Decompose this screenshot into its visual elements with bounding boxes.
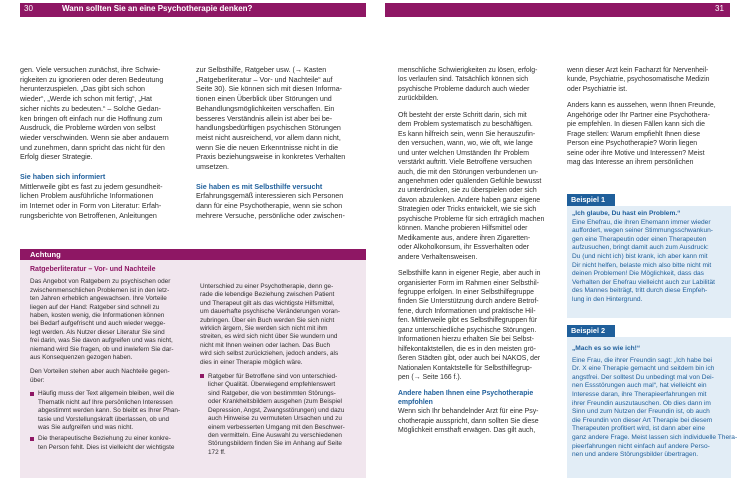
text-line: Behandlungsmöglichkeiten verschaffen. Ein — [196, 104, 335, 113]
text-line: verstärkt auftritt. Viele Betroffene versuchen — [398, 159, 532, 167]
text-line: über: — [30, 376, 45, 384]
beispiel-2-quote: „Mach es so wie ich!“ — [572, 345, 641, 352]
bullet-marker — [30, 392, 34, 396]
text-line: auch, die mit den Störungen verbundenen un- — [398, 168, 539, 176]
column-4 — [567, 66, 732, 168]
section-heading: Sie haben es mit Selbsthilfe versucht — [196, 182, 323, 191]
text-line: dann für eine Psychotherapie, wenn sie schon — [196, 202, 343, 211]
text-line: finden Sie Unterstützung durch andere Betrof- — [398, 298, 539, 306]
text-line: pieerfahrungen nicht einfach auf andere Perso- — [572, 442, 710, 450]
header-bar-right — [385, 3, 730, 17]
text-line: bei Bedarf aufgefrischt und auch wieder wegge- — [30, 320, 166, 328]
beispiel-2-label: Beispiel 2 — [567, 325, 615, 337]
text-line: rade die lebendige Beziehung zwischen Patient — [200, 291, 335, 299]
text-line: licher Qualität. Überwiegend empfehlenswert — [208, 381, 336, 389]
text-line: zwischenmenschlichen Problemen ist in den letz- — [30, 286, 170, 294]
text-line: deinen Problemen! Die Möglichkeit, dass das — [572, 270, 704, 278]
text-line: hilfekontaktstellen, die es in den meisten grö- — [398, 345, 536, 353]
text-line: des Mannes beiträgt, tritt durch diese Empfeh- — [572, 287, 708, 295]
text-line: wird sich selbst zurückziehen, jedoch anders, als — [200, 350, 339, 358]
text-line: Wenn sich Ihr behandelnder Arzt für eine Psy- — [398, 408, 539, 416]
text-line: wieder“, „Werde ich schon mit fertig“, „Hat — [20, 95, 153, 104]
text-line: lichen Problem ausführliche Informationen — [20, 192, 154, 201]
text-line: nicht mit Ihnen weinen oder lachen. Das Buch — [200, 341, 331, 349]
text-line: Medikamente aus, andere ihren Zigaretten- — [398, 234, 531, 242]
text-line: können. Manche probieren Hilfsmittel oder — [398, 225, 528, 233]
text-line: ganz andere Frage. Meist lassen sich individuelle Thera- — [572, 433, 738, 441]
text-line: abgestimmt werden kann. So bleibt es Ihrer Phan- — [38, 407, 181, 415]
text-line: was Sie aufgreifen und was nicht. — [38, 423, 134, 431]
text-line: zur Selbsthilfe, Ratgeber usw. (→ Kasten — [196, 66, 327, 74]
achtung-right-column — [200, 283, 362, 457]
text-line: einem verbesserten Umgang mit den Beschwer- — [208, 423, 345, 431]
achtung-label: Achtung — [30, 250, 61, 259]
text-line: und zunehmen, dann spricht das nicht für den — [20, 143, 165, 152]
text-line: besseres Verständnis allein ist aber bei be- — [196, 114, 333, 123]
text-line: ken bringen oft einfach nur die Hoffnung zum — [20, 114, 163, 123]
bullet-marker — [30, 437, 34, 441]
text-line: haben, kosten wenig, die Informationen können — [30, 312, 165, 320]
text-line: rigkeiten zu ignorieren oder deren Bedeutung — [20, 75, 164, 84]
text-line: Seite 30). Sie können sich mit diesen Informa- — [196, 85, 343, 94]
text-line: Dr. X eine Therapie gemacht und seitdem bin ich — [572, 365, 715, 373]
text-line: Störungsbildern finden Sie im Anhang auf Seite — [208, 440, 342, 448]
beispiel-2-content — [572, 345, 738, 460]
text-line: zu unterdrücken, sie zu überspielen oder sich — [398, 187, 537, 195]
text-line: zurückbilden. — [398, 95, 439, 103]
text-line: Strategien oder Tricks entwickelt, wie sie sich — [398, 206, 537, 214]
text-line: lung in den Hintergrund. — [572, 295, 643, 303]
text-line: ganz unterschiedliche psychische Störungen. — [398, 326, 537, 334]
text-line: pie empfehlen. In diesen Fällen kann sich die — [567, 121, 705, 129]
text-line: meist nicht ausreichend, vor allem dann nicht, — [196, 133, 341, 142]
text-line: ten Person fehlt. Dies ist vielleicht der wichtigste — [38, 443, 175, 451]
text-line: Depression, Angst, Zwangsstörungen) und dazu — [208, 406, 345, 414]
text-line: gen. Viele versuchen zunächst, ihre Schwie- — [20, 66, 161, 74]
section-heading: Sie haben sich informiert — [20, 173, 106, 182]
bullet-item: Häufig muss der Text allgemein bleiben, weil die — [30, 390, 196, 398]
text-line: frei darin, was Sie davon aufgreifen und was nicht, — [30, 337, 173, 345]
text-line: sind Ratgeber, die von bestimmten Störungs- — [208, 389, 336, 397]
text-line: Selbsthilfe kann in eigener Regie, aber auch in — [398, 270, 541, 278]
text-line: nen Essstörungen auch mal“, hat vielleicht ein — [572, 382, 707, 390]
text-line: Oft besteht der erste Schritt darin, sich mit — [398, 111, 527, 119]
text-line: 172 ff. — [208, 448, 226, 456]
text-line: Anders kann es aussehen, wenn Ihnen Freunde, — [567, 102, 716, 110]
text-line: Das Angebot von Ratgebern zu psychischen oder — [30, 278, 171, 286]
left-page-number: 30 — [24, 4, 33, 13]
section-heading: Andere haben Ihnen eine Psychotherapie — [398, 389, 534, 397]
text-line: mag das Interesse an ihrem persönlichen — [567, 159, 694, 167]
text-line: ihrer Freundin auszutauschen. Ob dies dann im — [572, 399, 711, 407]
text-line: Thematik nicht auf Ihre persönlichen Interessen — [38, 398, 173, 406]
text-line: rungsberichte von Betroffenen, Anleitungen — [20, 211, 157, 220]
text-line: Person eine Psychotherapie? Worin liegen — [567, 140, 698, 148]
text-line: „Ratgeberliteratur – Vor- und Nachteile“ auf — [196, 75, 333, 84]
text-line: mehrere Versuche, persönliche oder zwischen- — [196, 211, 345, 220]
text-line: Frage stellen: Warum empfiehlt Ihnen diese — [567, 130, 701, 138]
text-line: Sinn und zum Nutzen der Freundin ist, ob auch — [572, 408, 710, 416]
text-line: legt werden. Als Nutzer dieser Literatur Sie sind — [30, 328, 165, 336]
column-3 — [398, 66, 558, 436]
text-line: psychische Probleme für sich erträglich machen — [398, 215, 545, 223]
text-line: Mittlerweile gibt es fast zu jedem gesundheit- — [20, 182, 163, 191]
text-line: handlungsbedürftigen psychischen Störungen — [196, 124, 341, 133]
text-line: herunterzuspielen. „Das gibt sich schon — [20, 85, 146, 94]
text-line: Den Vorteilen stehen aber auch Nachteile gegen- — [30, 368, 170, 376]
text-line: Dir nicht helfen, belaste mich also bitte nicht mit — [572, 261, 712, 269]
text-line: Praxis beziehungsweise in konkretes Verhalten — [196, 153, 346, 162]
text-line: fene, durch Informationen und praktische Hil- — [398, 307, 536, 315]
text-line: den versuchen, wann, wo, wie oft, wie lange — [398, 140, 533, 148]
text-line: Nationalen Kontaktstelle für Selbsthilfegrup- — [398, 364, 533, 372]
text-line: seine oder ihre Motive und Interessen? Meist — [567, 149, 705, 157]
text-line: chotherapie ausspricht, dann sollten Sie diese — [398, 417, 539, 425]
text-line: psychische Probleme dadurch auch wieder — [398, 85, 530, 93]
text-line: die Freundin von dieser Art Therapie bei diesem — [572, 416, 713, 424]
text-line: ßeren Städten gibt, oder auch bei NAKOS, der — [398, 355, 541, 363]
text-line: kunde, Psychiatrie, psychosomatische Medizin — [567, 76, 710, 84]
text-line: fegruppe erfolgen. In einer Selbsthilfegruppe — [398, 288, 534, 296]
text-line: Ausdruck, die Probleme würden von selbst — [20, 124, 156, 133]
column-2 — [196, 66, 366, 222]
text-line: aufzusuchen, bringt damit auch zum Ausdruck: — [572, 244, 709, 252]
text-line: oder Krankheitsbildern ausgehen (zum Beispiel — [208, 398, 342, 406]
text-line: wenn dieser Arzt kein Facharzt für Nervenheil- — [567, 67, 709, 74]
text-line: ten Jahren erheblich angewachsen. Ihre Vorteile — [30, 295, 167, 303]
text-line: wirklich ärgern, Sie werden sich nicht mit ihm — [200, 325, 328, 333]
text-line: pen (→ Seite 166 f.). — [398, 374, 462, 382]
text-line: sicher nichts zu bedeuten.“ – Solche Gedan- — [20, 104, 161, 113]
text-line: aus Konsequenzen gezogen haben. — [30, 354, 133, 362]
text-line: zubringen. Über ein Buch werden Sie sich nicht — [200, 316, 335, 324]
text-line: Informationen hierzu erhalten Sie bei Selbst- — [398, 336, 534, 344]
text-line: Eine Frau, die ihrer Freundin sagt: „Ich habe bei — [572, 356, 713, 364]
text-line: auch Hinweise zu vermuteten Ursachen und zu — [208, 415, 342, 423]
text-line: den vermitteln. Eine Auswahl zu verschiedenen — [208, 431, 342, 439]
text-line: angenehmen oder quälenden Gefühle bewusst — [398, 177, 542, 185]
text-line: wenn Sie die neuen Erkenntnisse nicht in die — [196, 143, 339, 152]
text-line: organisierter Form im Rahmen einer Selbsthil- — [398, 279, 539, 287]
text-line: Unterschied zu einer Psychotherapie, denn ge- — [200, 283, 334, 290]
achtung-left-column — [30, 266, 196, 452]
section-heading: empfohlen — [398, 398, 433, 406]
text-line: nen und andere Störungsbilder übertragen. — [572, 451, 699, 459]
text-line: fen. Mittlerweile gibt es Selbsthilfegruppen für — [398, 317, 538, 325]
text-line: dies in einer Therapie möglich wäre. — [200, 358, 303, 366]
text-line: los verlaufen sind. Tatsächlich können sich — [398, 76, 529, 84]
text-line: Es kann hilfreich sein, wenn Sie herauszufin- — [398, 130, 536, 138]
running-title: Wann sollten Sie an eine Psychotherapie denken? — [62, 4, 253, 13]
text-line: um dauerhafte psychische Veränderungen voran- — [200, 308, 340, 316]
page-header — [0, 0, 750, 22]
text-line: menschliche Schwierigkeiten zu lösen, erfolg- — [398, 67, 538, 74]
achtung-title: Ratgeberliteratur – Vor- und Nachteile — [30, 266, 156, 273]
text-line: Du (und nicht ich) bist krank, ich aber kann mit — [572, 252, 708, 260]
bullet-item: Ratgeber für Betroffene sind von unterschied- — [200, 373, 362, 381]
text-line: Verhalten der Ehefrau vielleicht auch zur Labilität — [572, 278, 715, 286]
beispiel-1-quote: „Ich glaube, Du hast ein Problem.“ — [572, 210, 681, 217]
beispiel-1-content — [572, 210, 730, 305]
text-line: Angehörige oder Ihr Partner eine Psychothera- — [567, 111, 710, 119]
text-line: niemand wird Sie fragen, ob und inwiefern Sie dar- — [30, 345, 174, 353]
text-line: im Internet oder in Form von Literatur: Erfah- — [20, 202, 162, 211]
text-line: liegen auf der Hand: Ratgeber sind schnell zu — [30, 303, 160, 311]
text-line: und Therapeut gilt als das wichtigste Hilfsmittel, — [200, 299, 335, 307]
text-line: wieder verschwinden. Wenn sie aber andauern — [20, 133, 169, 142]
beispiel-1-label: Beispiel 1 — [567, 194, 615, 206]
text-line: dem Problem systematisch zu beschäftigen. — [398, 121, 533, 129]
text-line: und unter welchen Umständen Ihr Problem — [398, 149, 529, 157]
text-line: andere Verhaltensweisen. — [398, 253, 478, 261]
text-line: oder Psychiatrie ist. — [567, 85, 628, 93]
bullet-marker — [200, 374, 204, 378]
right-page-number: 31 — [715, 4, 724, 13]
text-line: Erfahrungsgemäß interessieren sich Personen — [196, 192, 344, 201]
text-line: streiten, es wird sich nicht über Sie wundern und — [200, 333, 338, 341]
text-line: angstfrei. Der solltest Du unbedingt mal von Dei- — [572, 373, 714, 381]
text-line: davon abzulenken. Andere haben ganz eigene — [398, 196, 541, 204]
text-line: Eine Ehefrau, die ihren Ehemann immer wieder — [572, 218, 711, 226]
text-line: umsetzen. — [196, 163, 229, 172]
text-line: gen eine Therapeutin oder einen Therapeuten — [572, 235, 707, 243]
text-line: Therapeuten profitiert wird, ist dann aber eine — [572, 425, 706, 433]
text-line: oder Alkoholkonsum, ihr Essverhalten oder — [398, 244, 529, 252]
text-line: Interesse daran, ihre Therapieerfahrungen mit — [572, 390, 707, 398]
text-line: tionen einen Überblick über Störungen und — [196, 95, 332, 104]
text-line: tasie und Vorstellungskraft überlassen, ob und — [38, 415, 170, 423]
text-line: Erfolg dieser Strategie. — [20, 153, 93, 162]
achtung-bar — [20, 249, 366, 260]
text-line: Möglichkeit ernsthaft erwägen. Das gilt auch, — [398, 427, 536, 435]
text-line: auffordert, wegen seiner Stimmungsschwankun- — [572, 227, 713, 235]
column-1 — [20, 66, 188, 222]
bullet-item: Die therapeutische Beziehung zu einer konkre- — [30, 435, 196, 443]
